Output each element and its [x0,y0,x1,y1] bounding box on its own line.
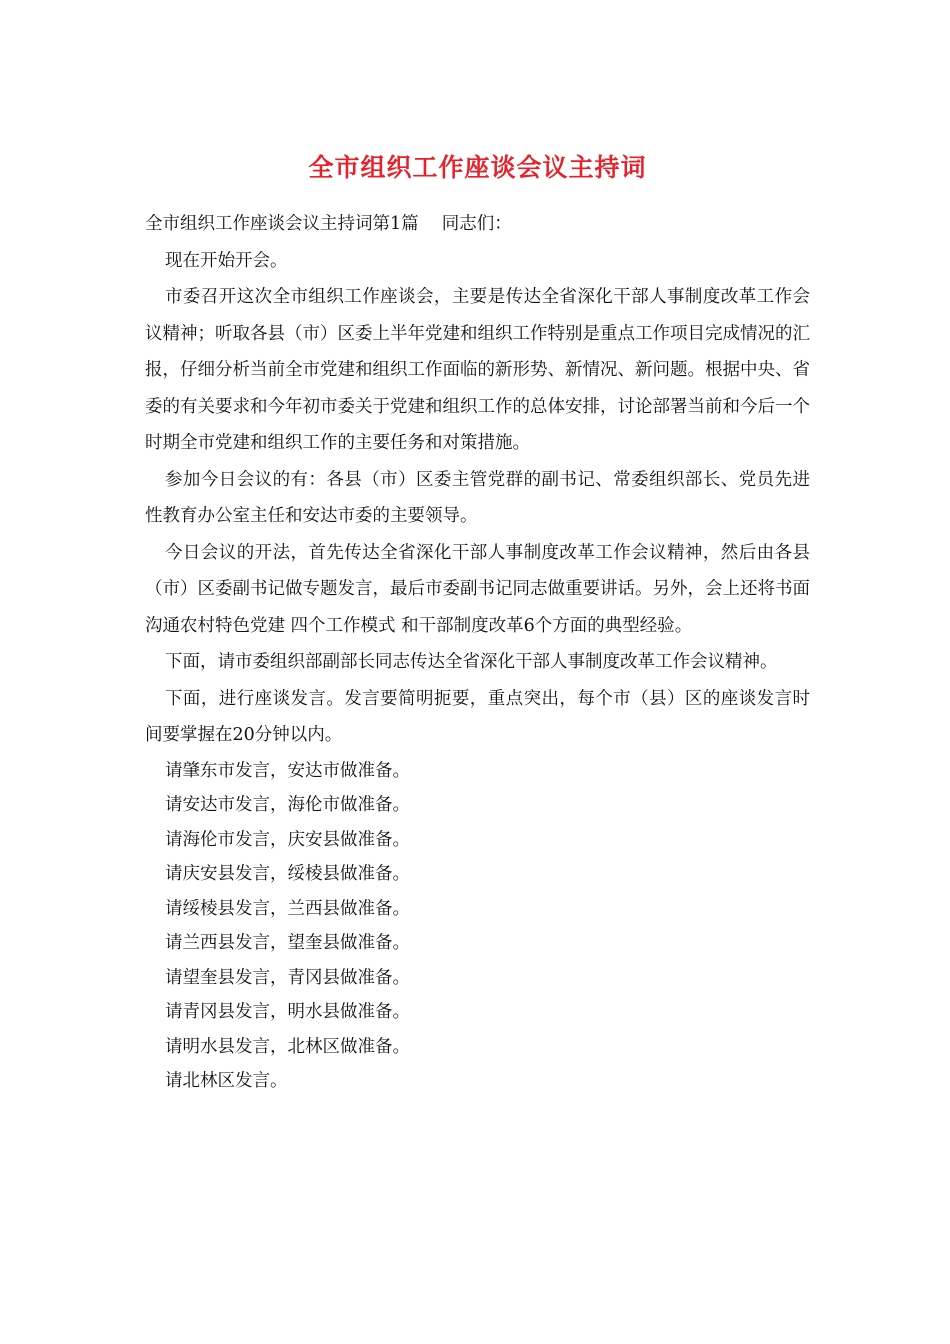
document-intro: 全市组织工作座谈会议主持词第1篇 同志们： [145,214,512,234]
list-item: 请肇东市发言，安达市做准备。 [165,760,410,781]
list-item: 请庆安县发言，绥棱县做准备。 [165,864,410,884]
paragraph-discussion: 下面，进行座谈发言。发言要简明扼要，重点突出，每个市（县）区的座谈发言时间要掌握在20分钟以内。 [145,688,810,745]
document-title: 全市组织工作座谈会议主持词 [308,153,647,182]
document-page [145,150,810,1099]
paragraph-attendees: 参加今日会议的有：各县（市）区委主管党群的副书记、常委组织部长、党员先进性教育办公室主任和安达市委的主要领导。 [145,469,810,526]
list-item: 请望奎县发言，青冈县做准备。 [165,967,410,988]
list-item: 请绥棱县发言，兰西县做准备。 [165,898,410,919]
list-item: 请兰西县发言，望奎县做准备。 [165,933,410,953]
list-item: 请北林区发言。 [165,1071,288,1091]
list-item: 请青冈县发言，明水县做准备。 [165,1002,410,1022]
paragraph-purpose: 市委召开这次全市组织工作座谈会，主要是传达全省深化干部人事制度改革工作会议精神；听取各县（市）区委上半年党建和组织工作特别是重点工作项目完成情况的汇报，仔细分析当前全市党建和组织工作面临的新形势、新情况、新问题。根据中央、省委的有关要求和今年初市委关于党建和组织工作的总体安排，讨论部署当前和今后一个时期全市党建和组织工作的主要任务和对策措施。 [145,287,810,453]
list-item: 请明水县发言，北林区做准备。 [165,1036,410,1057]
paragraph-opening: 现在开始开会。 [165,250,288,271]
list-item: 请安达市发言，海伦市做准备。 [165,795,410,815]
list-item: 请海伦市发言，庆安县做准备。 [165,829,410,850]
speaking-order-list [145,754,810,1099]
paragraph-convey-spirit: 下面，请市委组织部副部长同志传达全省深化干部人事制度改革工作会议精神。 [165,652,778,672]
paragraph-agenda: 今日会议的开法，首先传达全省深化干部人事制度改革工作会议精神，然后由各县（市）区委副书记做专题发言，最后市委副书记同志做重要讲话。另外，会上还将书面沟通农村特色党建 四个工作模式 和干部制度改革6个方面的典型经验。 [145,542,810,636]
